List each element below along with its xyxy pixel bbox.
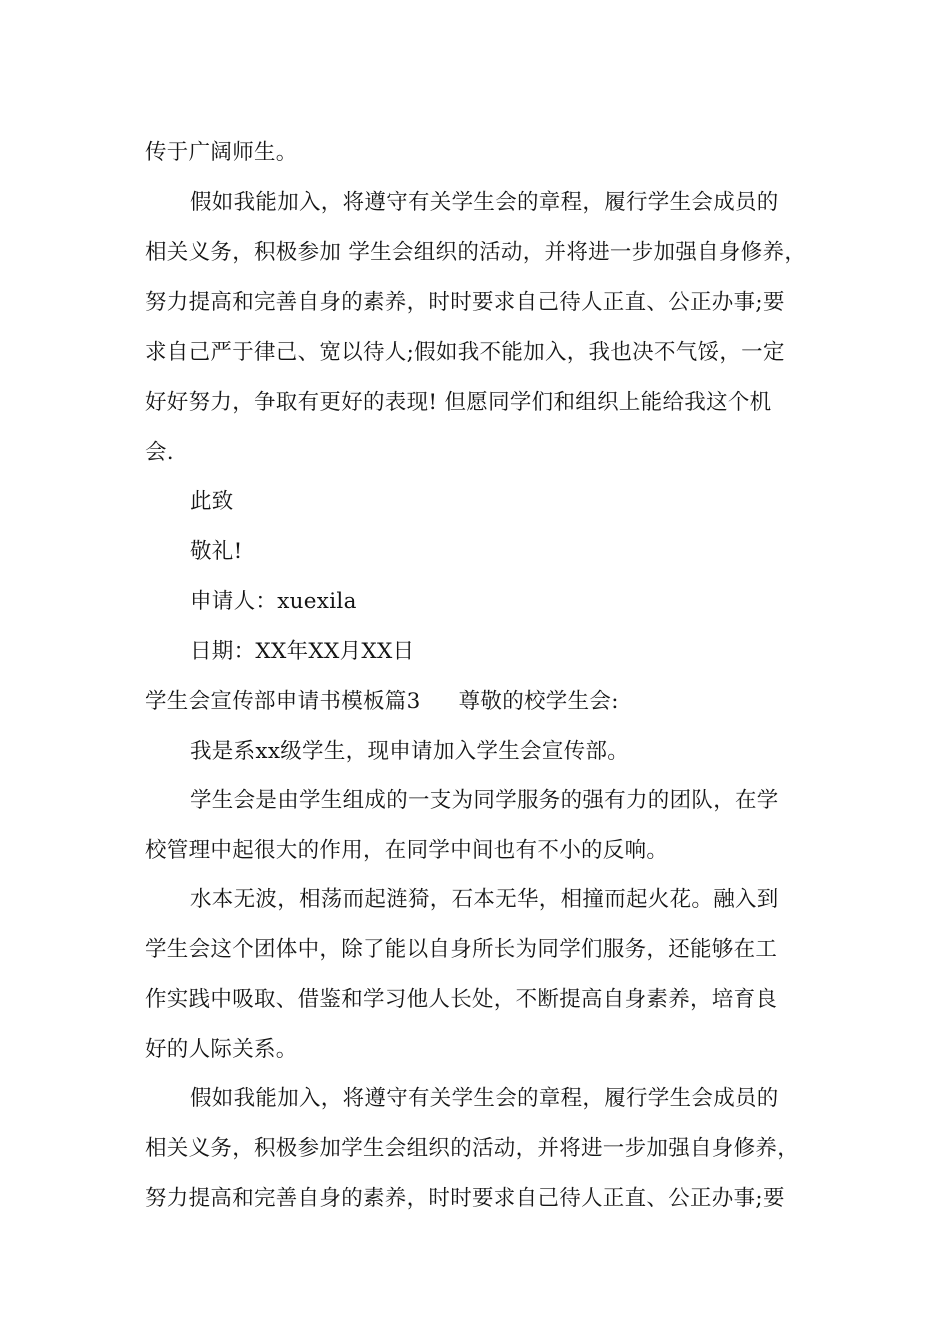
date-line: 日期：XX年XX月XX日 (190, 639, 415, 664)
text-line: 相关义务，积极参加学生会组织的活动，并将进一步加强自身修养， (145, 1136, 800, 1161)
text-line: 努力提高和完善自身的素养，时时要求自己待人正直、公正办事;要 (145, 290, 785, 315)
text-line: 好的人际关系。 (145, 1037, 298, 1062)
applicant-line: 申请人：xuexila (190, 589, 357, 614)
text-line: 相关义务，积极参加 学生会组织的活动，并将进一步加强自身修养， (145, 240, 807, 265)
closing-salutation: 此致 (190, 489, 234, 514)
section-title: 学生会宣传部申请书模板篇3 (145, 689, 421, 714)
paragraph-first-line: 假如我能加入，将遵守有关学生会的章程，履行学生会成员的 (190, 1086, 779, 1111)
closing-regards: 敬礼! (190, 539, 243, 564)
section-title-line (145, 687, 619, 717)
text-line: 好好努力，争取有更好的表现! 但愿同学们和组织上能给我这个机 (145, 390, 772, 415)
paragraph-first-line: 水本无波，相荡而起涟猗，石本无华，相撞而起火花。融入到 (190, 887, 779, 912)
text-line: 求自己严于律己、宽以待人;假如我不能加入，我也决不气馁，一定 (145, 340, 785, 365)
text-line: 校管理中起很大的作用，在同学中间也有不小的反响。 (145, 838, 669, 863)
text-line: 作实践中吸取、借鉴和学习他人长处，不断提高自身素养，培育良 (145, 987, 778, 1012)
greeting: 尊敬的校学生会: (458, 689, 619, 714)
text-line: 努力提高和完善自身的素养，时时要求自己待人正直、公正办事;要 (145, 1186, 785, 1211)
paragraph-first-line: 假如我能加入，将遵守有关学生会的章程，履行学生会成员的 (190, 190, 779, 215)
paragraph-first-line: 学生会是由学生组成的一支为同学服务的强有力的团队，在学 (190, 788, 779, 813)
text-line: 传于广阔师生。 (145, 140, 298, 165)
text-line: 学生会这个团体中，除了能以自身所长为同学们服务，还能够在工 (145, 937, 778, 962)
text-line: 会. (145, 440, 174, 465)
paragraph-first-line: 我是系xx级学生，现申请加入学生会宣传部。 (190, 739, 630, 764)
